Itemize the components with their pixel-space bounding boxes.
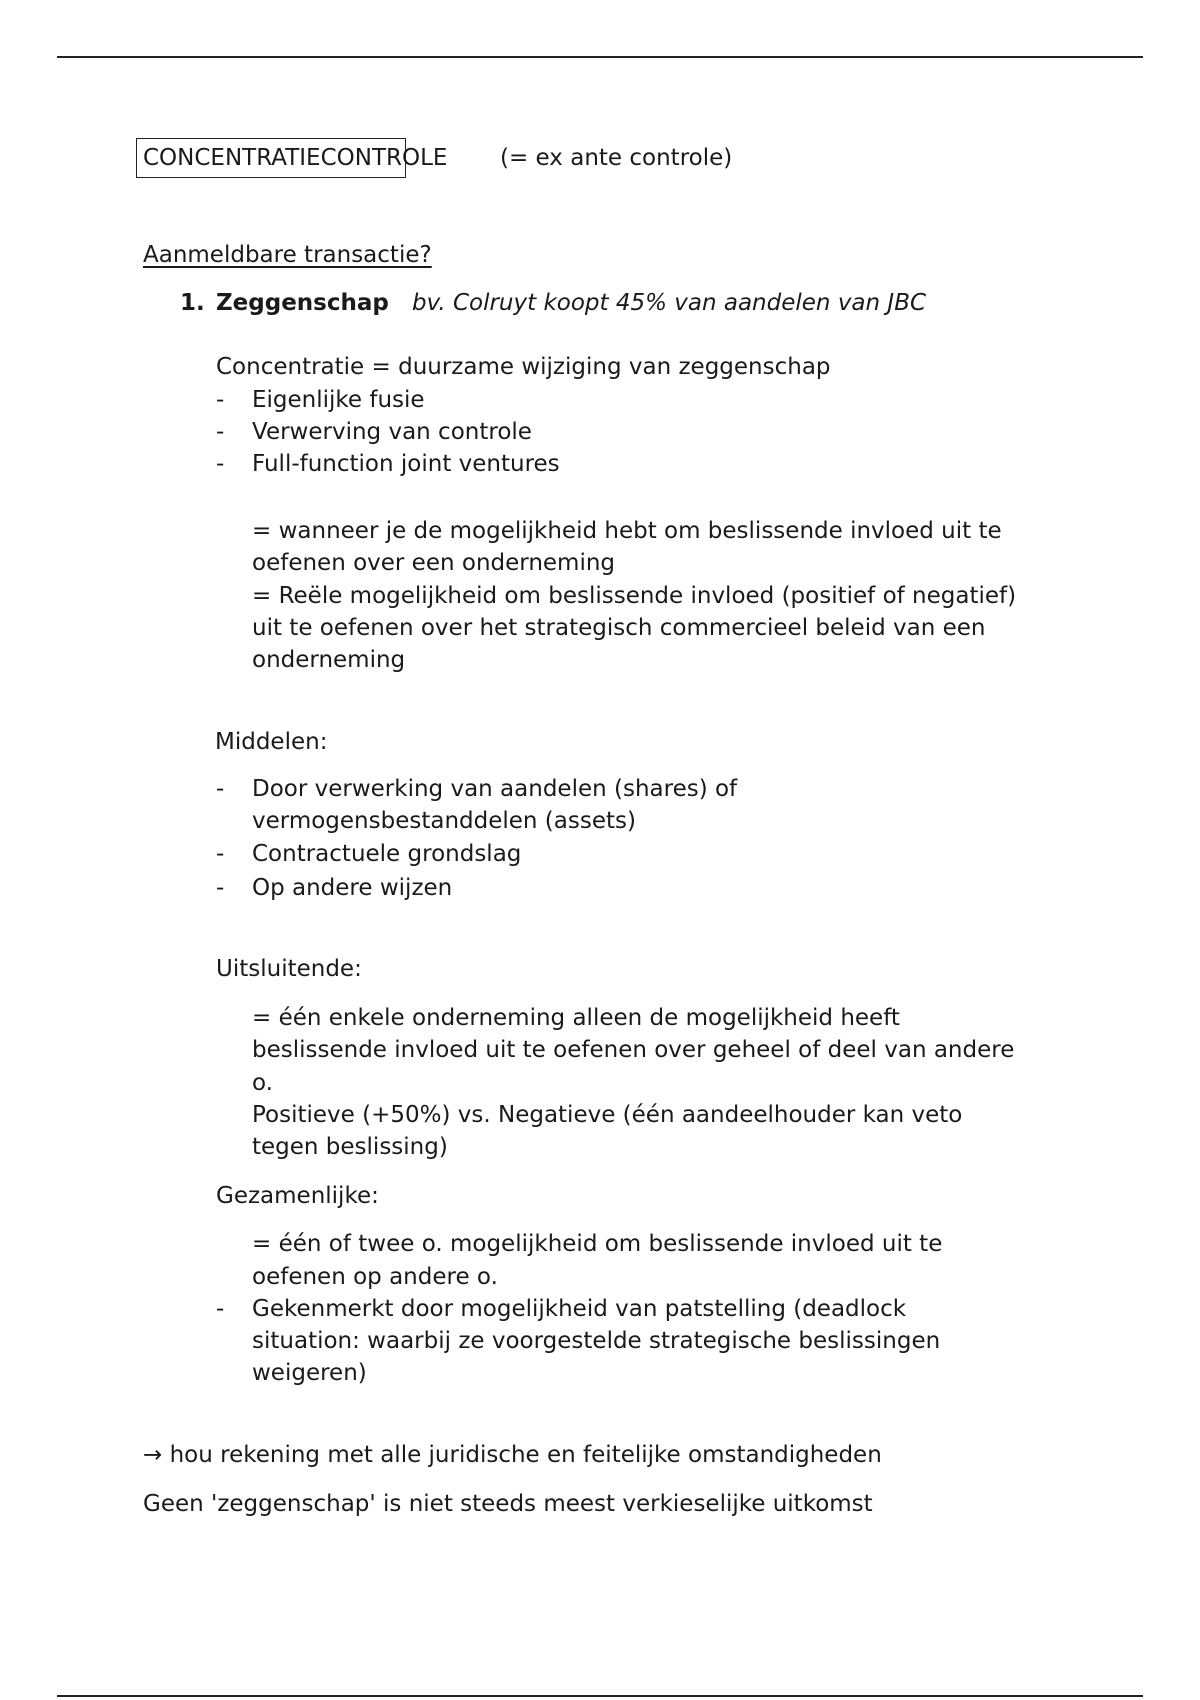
doc-title: CONCENTRATIECONTROLE bbox=[143, 145, 448, 171]
gezamenlijke-line: oefenen op andere o. bbox=[252, 1264, 498, 1290]
arrow-note: → hou rekening met alle juridische en feitelijke omstandigheden bbox=[143, 1442, 882, 1468]
uitsluitende-line: Positieve (+50%) vs. Negatieve (één aandeelhouder kan veto bbox=[252, 1102, 963, 1128]
bullet-marker: - bbox=[216, 1296, 225, 1322]
list-item: Door verwerking van aandelen (shares) of bbox=[252, 776, 738, 802]
gezamenlijke-heading: Gezamenlijke: bbox=[216, 1183, 379, 1209]
controle-definition-line: = wanneer je de mogelijkheid hebt om beslissende invloed uit te bbox=[252, 518, 1002, 544]
uitsluitende-line: beslissende invloed uit te oefenen over geheel of deel van andere bbox=[252, 1037, 1015, 1063]
item-number: 1. bbox=[180, 290, 205, 316]
uitsluitende-line: tegen beslissing) bbox=[252, 1134, 448, 1160]
footer-rule bbox=[57, 1695, 1143, 1697]
list-item-continued: vermogensbestanddelen (assets) bbox=[252, 808, 636, 834]
list-item: Verwerving van controle bbox=[252, 419, 532, 445]
uitsluitende-heading: Uitsluitende: bbox=[216, 956, 362, 982]
bullet-marker: - bbox=[216, 387, 225, 413]
gezamenlijke-bullet-line: weigeren) bbox=[252, 1360, 367, 1386]
list-item: Contractuele grondslag bbox=[252, 841, 522, 867]
list-item: Op andere wijzen bbox=[252, 875, 453, 901]
bullet-marker: - bbox=[216, 451, 225, 477]
controle-definition-line: = Reële mogelijkheid om beslissende invloed (positief of negatief) bbox=[252, 583, 1017, 609]
section-heading: Aanmeldbare transactie? bbox=[143, 242, 432, 268]
controle-definition-line: onderneming bbox=[252, 647, 406, 673]
uitsluitende-line: = één enkele onderneming alleen de mogelijkheid heeft bbox=[252, 1005, 900, 1031]
uitsluitende-line: o. bbox=[252, 1070, 273, 1096]
bullet-marker: - bbox=[216, 841, 225, 867]
item-example: bv. Colruyt koopt 45% van aandelen van JBC bbox=[412, 290, 927, 316]
bullet-marker: - bbox=[216, 776, 225, 802]
title-note: (= ex ante controle) bbox=[500, 145, 733, 171]
item-label: Zeggenschap bbox=[216, 290, 389, 316]
closing-note: Geen 'zeggenschap' is niet steeds meest verkieselijke uitkomst bbox=[143, 1491, 873, 1517]
middelen-heading: Middelen: bbox=[215, 729, 328, 755]
header-rule bbox=[57, 56, 1143, 58]
concentratie-definition: Concentratie = duurzame wijziging van zeggenschap bbox=[216, 354, 831, 380]
gezamenlijke-bullet-line: situation: waarbij ze voorgestelde strategische beslissingen bbox=[252, 1328, 941, 1354]
controle-definition-line: oefenen over een onderneming bbox=[252, 550, 616, 576]
controle-definition-line: uit te oefenen over het strategisch commercieel beleid van een bbox=[252, 615, 986, 641]
bullet-marker: - bbox=[216, 419, 225, 445]
list-item: Full-function joint ventures bbox=[252, 451, 560, 477]
bullet-marker: - bbox=[216, 875, 225, 901]
gezamenlijke-bullet-line: Gekenmerkt door mogelijkheid van patstelling (deadlock bbox=[252, 1296, 907, 1322]
gezamenlijke-line: = één of twee o. mogelijkheid om beslissende invloed uit te bbox=[252, 1231, 943, 1257]
list-item: Eigenlijke fusie bbox=[252, 387, 425, 413]
